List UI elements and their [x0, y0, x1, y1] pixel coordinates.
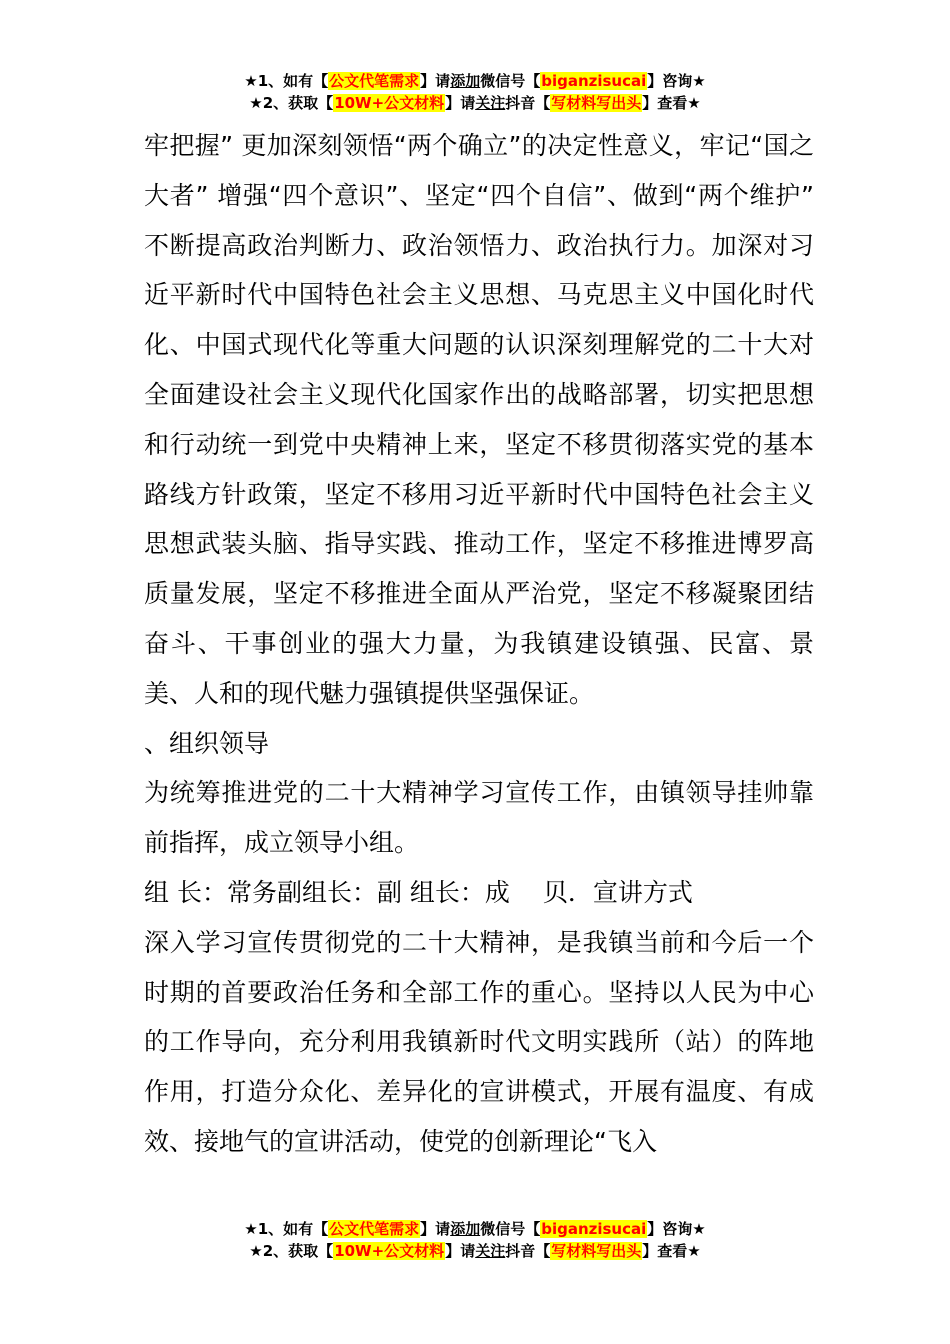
banner-line-2: [0, 92, 950, 114]
banner-text: 微信号【: [480, 1220, 541, 1238]
banner-text: ★1、如有【: [244, 72, 329, 90]
section-heading-organization: 、组织领导: [144, 728, 270, 758]
banner-douyin-id: 写材料写出头: [551, 94, 642, 112]
banner-text: ★1、如有【: [244, 1220, 329, 1238]
banner-underlined-text: 添加: [450, 72, 481, 90]
banner-text: ★2、获取【: [249, 1242, 334, 1260]
banner-line-1: [0, 1218, 950, 1240]
paragraph-lecture-method: 深入学习宣传贯彻党的二十大精神，是我镇当前和今后一个时期的首要政治任务和全部工作的重心。坚持以人民为中心的工作导向，充分利用我镇新时代文明实践所（站）的阵地作用，打造分众化、差异化的宣讲模式，开展有温度、有成效、接地气的宣讲活动，使党的创新理论“飞入: [144, 927, 814, 1156]
paragraph-organization: 为统筹推进党的二十大精神学习宣传工作，由镇领导挂帅靠前指挥，成立领导小组。: [144, 778, 814, 858]
banner-wechat-id: biganzisucai: [541, 1220, 647, 1238]
banner-text: ★2、获取【: [249, 94, 334, 112]
banner-line-1: [0, 70, 950, 92]
banner-text: 】查看★: [642, 94, 701, 112]
banner-line-2: [0, 1240, 950, 1262]
paragraph-study-goals: 牢把握” 更加深刻领悟“两个确立”的决定性意义，牢记“国之大者” 增强“四个意识”、坚定“四个自信”、做到“两个维护” 不断提高政治判断力、政治领悟力、政治执行力。加深对习近平新时代中国特色社会主义思想、马克思主义中国化时代化、中国式现代化等重大问题的认识深刻理解党的二十大对全面建设社会主义现代化国家作出的战略部署，切实把思想和行动统一到党中央精神上来，坚定不移贯彻落实党的基本路线方针政策，坚定不移用习近平新时代中国特色社会主义思想武装头脑、指导实践、推动工作，坚定不移推进博罗高质量发展，坚定不移推进全面从严治党，坚定不移凝聚团结奋斗、干事创业的强大力量，为我镇建设镇强、民富、景美、人和的现代魅力强镇提供坚强保证。: [144, 131, 814, 708]
banner-underlined-text: 添加: [450, 1220, 481, 1238]
banner-text: 】请: [420, 1220, 451, 1238]
banner-text: 微信号【: [480, 72, 541, 90]
banner-text: 抖音【: [505, 1242, 551, 1260]
banner-underlined-text: 关注: [475, 94, 506, 112]
banner-highlight: 公文代笔需求: [329, 72, 420, 90]
banner-wechat-id: biganzisucai: [541, 72, 647, 90]
document-body: [144, 121, 814, 1167]
roles-line: 组 长：常务副组长：副 组长：成 贝．宣讲方式: [144, 877, 693, 907]
banner-text: 】查看★: [642, 1242, 701, 1260]
banner-text: 】请: [445, 94, 476, 112]
banner-douyin-id: 写材料写出头: [551, 1242, 642, 1260]
banner-text: 】请: [445, 1242, 476, 1260]
banner-highlight: 公文代笔需求: [329, 1220, 420, 1238]
header-banner: [0, 70, 950, 114]
banner-text: 】请: [420, 72, 451, 90]
banner-text: 】咨询★: [647, 1220, 706, 1238]
banner-highlight: 10W+公文材料: [334, 94, 445, 112]
banner-highlight: 10W+公文材料: [334, 1242, 445, 1260]
banner-text: 抖音【: [505, 94, 551, 112]
footer-banner: [0, 1218, 950, 1262]
banner-text: 】咨询★: [647, 72, 706, 90]
banner-underlined-text: 关注: [475, 1242, 506, 1260]
